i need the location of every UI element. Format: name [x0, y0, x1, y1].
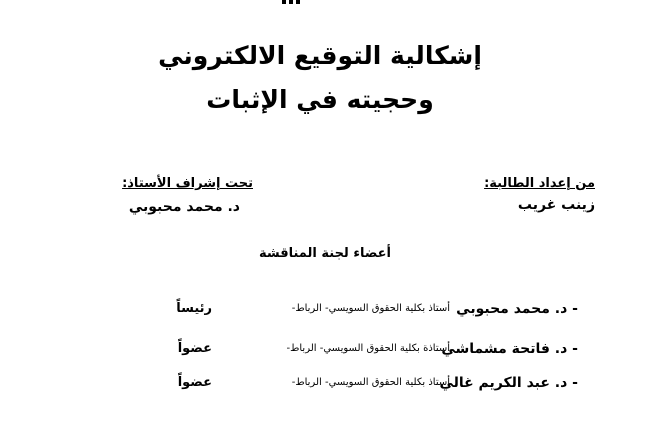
member-name: - د. عبد الكريم غالي	[439, 375, 578, 391]
committee-title: أعضاء لجنة المناقشة	[258, 246, 392, 261]
member-role: عضواً	[177, 375, 212, 390]
member-name: - د. محمد محبوبي	[456, 301, 578, 317]
member-affiliation: أستاذ بكلية الحقوق السويسي- الرباط-	[291, 377, 450, 388]
committee-member-row	[0, 372, 650, 394]
supervisor-label: تحت إشراف الأستاذ:	[122, 176, 253, 191]
student-label: من إعداد الطالبة:	[484, 176, 595, 191]
member-role: رئيساً	[176, 301, 212, 316]
member-name: - د. فاتحة مشماشي	[441, 341, 578, 357]
cropped-header-fragment	[240, 0, 300, 4]
member-affiliation: أستاذ بكلية الحقوق السويسي- الرباط-	[291, 303, 450, 314]
thesis-title-line-1: إشكالية التوقيع الالكتروني	[158, 41, 482, 70]
committee-member-row	[0, 298, 650, 320]
supervisor-name: د. محمد محبوبي	[128, 199, 240, 215]
thesis-title-line-2: وحجيته في الإثبات	[206, 85, 434, 114]
student-name: زينب غريب	[517, 197, 595, 213]
member-role: عضواً	[177, 341, 212, 356]
committee-member-row	[0, 338, 650, 360]
member-affiliation: أستاذة بكلية الحقوق السويسي- الرباط-	[286, 343, 450, 354]
